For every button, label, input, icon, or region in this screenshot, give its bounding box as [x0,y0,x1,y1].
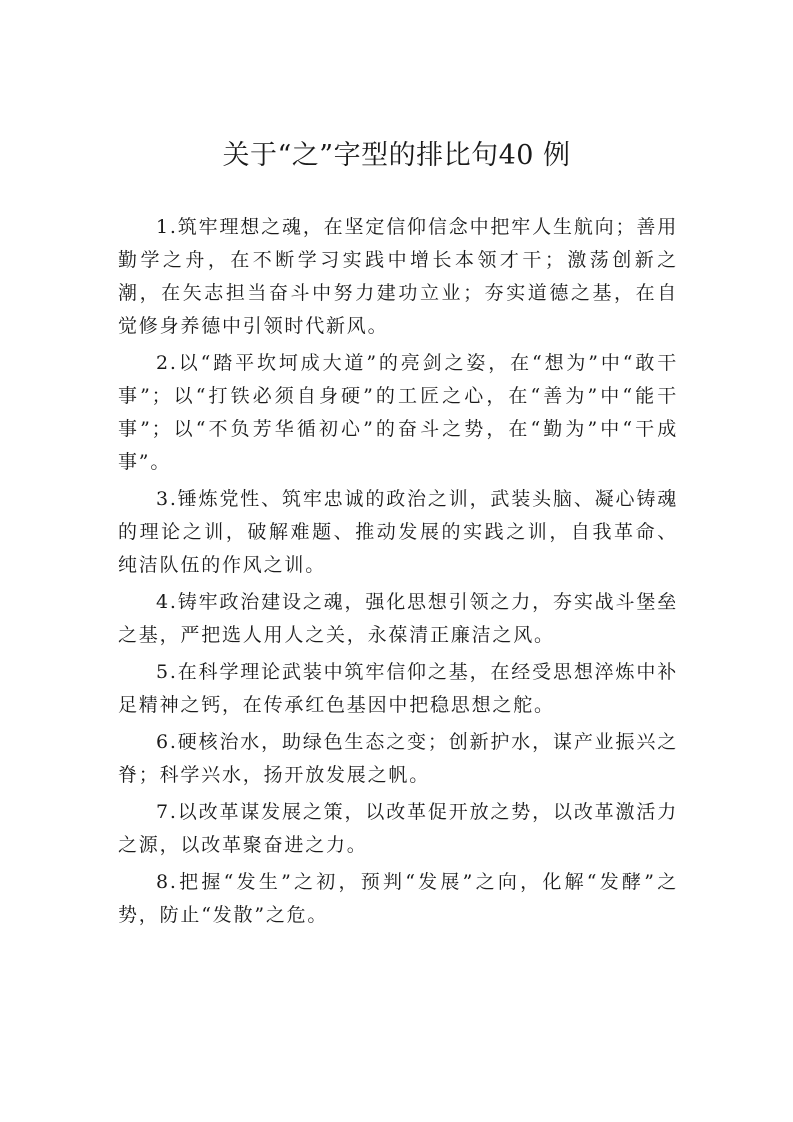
paragraph-5: 5.在科学理论武装中筑牢信仰之基，在经受思想淬炼中补足精神之钙，在传承红色基因中把稳思想之舵。 [118,661,678,716]
paragraph-4: 4.铸牢政治建设之魂，强化思想引领之力，夯实战斗堡垒之基，严把选人用人之关，永葆清正廉洁之风。 [118,591,678,646]
paragraph-3: 3.锤炼党性、筑牢忠诚的政治之训，武装头脑、凝心铸魂的理论之训，破解难题、推动发展的实践之训，自我革命、纯洁队伍的作风之训。 [118,488,678,576]
paragraph-6: 6.硬核治水，助绿色生态之变；创新护水，谋产业振兴之脊；科学兴水，扬开放发展之帆。 [118,731,678,786]
paragraph-7: 7.以改革谋发展之策，以改革促开放之势，以改革激活力之源，以改革聚奋进之力。 [118,801,678,856]
document-title: 关于“之”字型的排比句40 例 [222,140,571,171]
paragraph-2: 2.以“踏平坎坷成大道”的亮剑之姿，在“想为”中“敢干事”；以“打铁必须自身硬”的工匠之心，在“善为”中“能干事”；以“不负芳华循初心”的奋斗之势，在“勤为”中“干成事”。 [118,352,678,473]
document-body [118,211,678,936]
paragraph-8: 8.把握“发生”之初，预判“发展”之向，化解“发酵”之势，防止“发散”之危。 [118,871,678,926]
paragraph-1: 1.筑牢理想之魂，在坚定信仰信念中把牢人生航向；善用勤学之舟，在不断学习实践中增长本领才干；激荡创新之潮，在矢志担当奋斗中努力建功立业；夯实道德之基，在自觉修身养德中引领时代新风。 [118,216,678,337]
